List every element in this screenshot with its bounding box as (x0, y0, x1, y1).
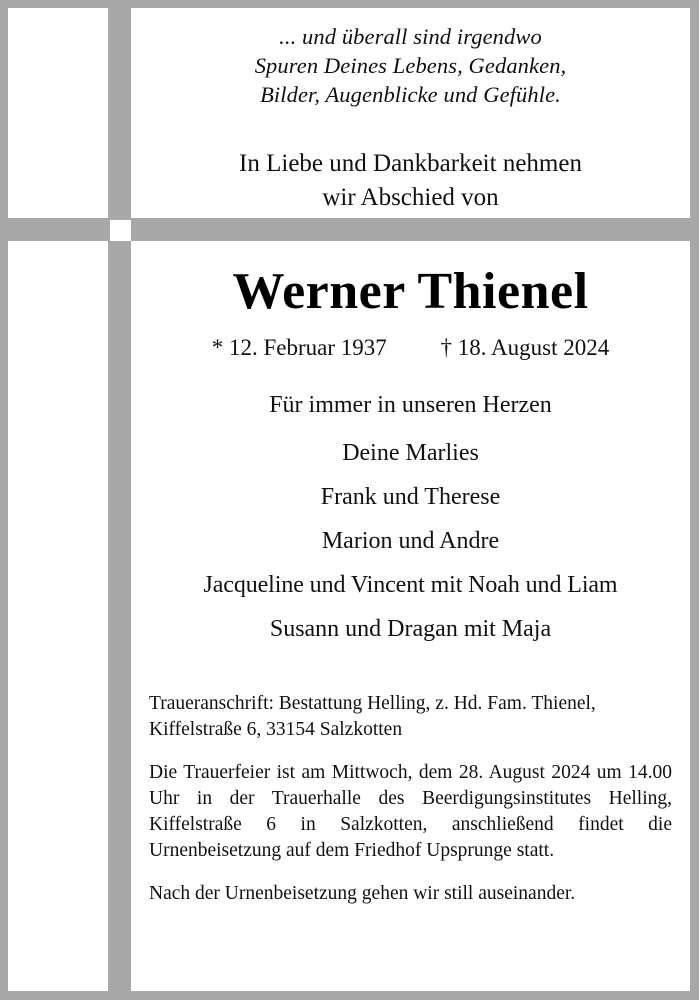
dedication-line: Für immer in unseren Herzen (269, 392, 552, 418)
list-item: Jacqueline und Vincent mit Noah und Liam (203, 572, 618, 598)
list-item: Frank und Therese (320, 484, 501, 510)
list-item: Marion und Andre (321, 528, 500, 554)
deceased-name: Werner Thienel (232, 263, 589, 320)
upper-block (149, 8, 672, 215)
memorial-quote (149, 8, 672, 109)
quote-line-2: Spuren Deines Lebens, Gedanken, (254, 53, 567, 78)
quote-line-1: ... und überall sind irgendwo (279, 24, 542, 49)
frame-border-top (0, 0, 699, 8)
frame-border-right (690, 0, 699, 1000)
farewell-statement (149, 109, 672, 215)
farewell-line-1: In Liebe und Dankbarkeit nehmen (239, 150, 582, 177)
list-item: Susann und Dragan mit Maja (269, 616, 552, 642)
condolence-address: Traueranschrift: Bestattung Helling, z. Hd. Fam. Thienel, Kiffelstraße 6, 33154 Salzkotten (149, 693, 596, 740)
death-date: † 18. August 2024 (440, 335, 610, 360)
ceremony-info: Die Trauerfeier ist am Mittwoch, dem 28. August 2024 um 14.00 Uhr in der Trauerhalle des Beerdigungsinstitutes Helling, Kiffelstraße 6 in Salzkotten, anschließend findet die Urnenbeisetzung auf dem Friedhof Upsprunge statt. (149, 762, 672, 861)
closing-note: Nach der Urnenbeisetzung gehen wir still auseinander. (149, 883, 576, 904)
funeral-details (149, 651, 672, 907)
cross-vertical-bar (108, 0, 131, 1000)
birth-date: * 12. Februar 1937 (211, 335, 387, 360)
quote-line-3: Bilder, Augenblicke und Gefühle. (260, 82, 561, 107)
farewell-line-2: wir Abschied von (322, 184, 499, 211)
list-item: Deine Marlies (342, 440, 479, 466)
cross-center-gap (110, 220, 131, 241)
frame-border-bottom (0, 991, 699, 1000)
life-dates (149, 321, 672, 363)
notice-content (131, 8, 690, 991)
frame-border-left (0, 0, 8, 1000)
survivors-list (149, 421, 672, 651)
